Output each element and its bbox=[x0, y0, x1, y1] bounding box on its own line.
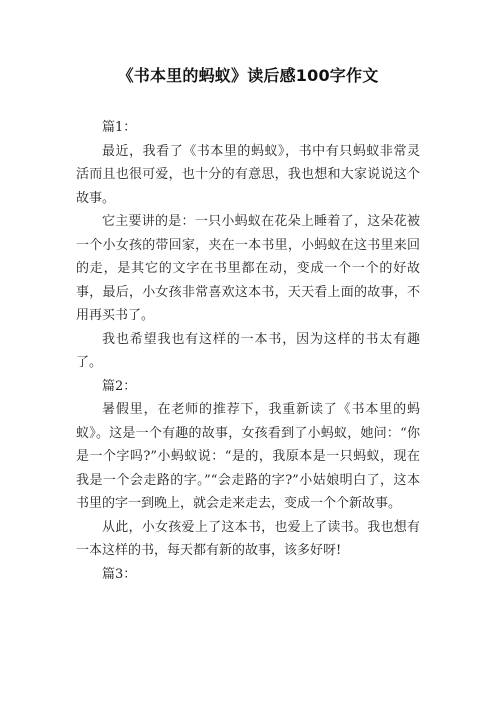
section-heading-2: 篇2： bbox=[102, 378, 137, 394]
document-title: 《书本里的蚂蚁》读后感100字作文 bbox=[117, 66, 379, 85]
document-body bbox=[76, 116, 420, 586]
body-paragraph: 暑假里，在老师的推荐下，我重新读了《书本里的蚂蚁》。这是一个有趣的故事，女孩看到了小蚂蚁，她问：“你是一个字吗?”小蚂蚁说：“是的，我原本是一只蚂蚁，现在我是一个会走路的字。”“会走路的字?”小姑娘明白了，这本书里的字一到晚上，就会走来走去，变成一个个新故事。 bbox=[76, 402, 420, 511]
section-heading-3: 篇3： bbox=[102, 566, 137, 582]
body-paragraph: 我也希望我也有这样的一本书，因为这样的书太有趣了。 bbox=[76, 331, 420, 370]
section-heading-1: 篇1： bbox=[102, 120, 137, 135]
body-paragraph: 它主要讲的是：一只小蚂蚁在花朵上睡着了，这朵花被一个小女孩的带回家，夹在一本书里，小蚂蚁在这书里来回的走，是其它的文字在书里都在动，变成一个一个的好故事，最后，小女孩非常喜欢这本书，天天看上面的故事，不用再买书了。 bbox=[76, 214, 420, 323]
body-paragraph: 最近，我看了《书本里的蚂蚁》，书中有只蚂蚁非常灵活而且也很可爱，也十分的有意思，我也想和大家说说这个故事。 bbox=[76, 143, 420, 206]
body-paragraph: 从此，小女孩爱上了这本书，也爱上了读书。我也想有一本这样的书，每天都有新的故事，该多好呀! bbox=[76, 519, 420, 558]
